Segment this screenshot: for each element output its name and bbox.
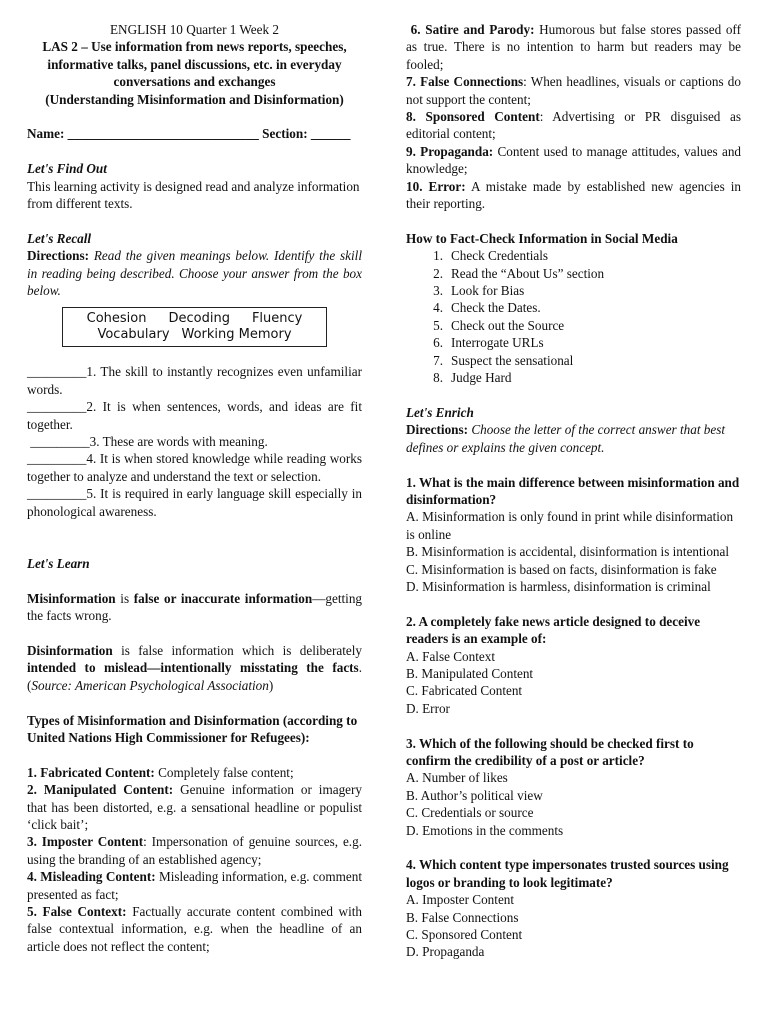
type-text: : When headlines, visuals or captions do not support the content; (406, 74, 741, 107)
recall-item-text: It is when stored knowledge while reading works together to analyze and understand the text or selection. (27, 451, 362, 484)
fact-check-heading: How to Fact-Check Information in Social Media (406, 230, 678, 246)
question-block (406, 474, 741, 596)
word-choice: Decoding (168, 311, 230, 327)
list-item: 2. Read the “About Us” section (433, 265, 605, 281)
enrich-directions-label: Directions: (406, 422, 469, 438)
type-text: Content used to manage attitudes, values and knowledge; (406, 143, 742, 177)
source-open: ( (27, 677, 32, 693)
source-citation: Source: American Psychological Association (31, 677, 269, 693)
recall-item (27, 450, 362, 485)
type-text: Factually accurate content combined with false contextual information, e.g. when the headline of an article does not reflect the content; (27, 903, 362, 954)
type-label: 3. Imposter Content (27, 834, 144, 850)
question-text: 1. What is the main difference between misinformation and disinformation? (406, 474, 740, 507)
type-label: 7. False Connections (406, 74, 524, 90)
misinformation-is: is (120, 590, 130, 606)
question-block (406, 613, 741, 717)
recall-item-text: These are words with meaning. (102, 434, 268, 450)
list-item: 4. Check the Dates. (433, 300, 541, 316)
type-item (27, 781, 362, 833)
answer-blank[interactable]: _________3. (27, 434, 100, 450)
misinformation-bold: false or inaccurate information (133, 590, 313, 606)
question-block (406, 856, 741, 960)
answer-choice[interactable]: A. False Context (406, 648, 496, 664)
type-text: Completely false content; (158, 764, 294, 780)
answer-choice[interactable]: C. Misinformation is based on facts, disinformation is fake (406, 561, 717, 577)
disinformation-period: . (358, 660, 362, 676)
recall-directions-text: Read the given meanings below. Identify the skill in reading being described. Choose your answer from the box below. (27, 248, 362, 299)
fact-check-list (406, 247, 741, 386)
answer-choice[interactable]: B. Author’s political view (406, 787, 543, 803)
header-line-2: LAS 2 – Use information from news reports, speeches, (42, 39, 347, 55)
type-text: : Impersonation of genuine sources, e.g. using the branding of an established agency; (27, 834, 362, 867)
type-item (406, 21, 741, 73)
answer-blank[interactable]: _________4. (27, 451, 97, 467)
misinformation-definition (27, 590, 362, 625)
type-label: 5. False Context: (27, 903, 127, 919)
recall-directions-label: Directions: (27, 248, 90, 264)
header-line-1: ENGLISH 10 Quarter 1 Week 2 (110, 22, 279, 37)
section-blank[interactable]: ______ (310, 126, 351, 142)
name-section-line (27, 125, 362, 142)
type-item (406, 73, 741, 108)
answer-choice[interactable]: A. Misinformation is only found in print while disinformation is online (406, 509, 734, 542)
question-text: 4. Which content type impersonates trusted sources using logos or branding to look legitimate? (406, 857, 729, 890)
recall-item (27, 433, 362, 450)
answer-blank[interactable]: _________1. (27, 364, 97, 380)
word-choice-box (62, 307, 327, 347)
list-item: 5. Check out the Source (433, 317, 565, 333)
enrich-heading: Let's Enrich (406, 404, 474, 420)
header-line-4: conversations and exchanges (113, 74, 276, 90)
answer-choice[interactable]: C. Sponsored Content (406, 927, 523, 943)
recall-item-text: It is when sentences, words, and ideas are fit together. (27, 399, 362, 432)
type-item (406, 178, 741, 213)
answer-choice[interactable]: B. Misinformation is accidental, disinformation is intentional (406, 544, 730, 560)
type-label: 9. Propaganda: (406, 143, 494, 159)
recall-item-text: The skill to instantly recognizes even unfamiliar words. (27, 364, 363, 397)
answer-choice[interactable]: A. Number of likes (406, 770, 508, 786)
answer-choice[interactable]: D. Propaganda (406, 944, 485, 960)
header-line-5: (Understanding Misinformation and Disinformation) (45, 91, 344, 107)
right-column (406, 21, 741, 961)
recall-item (27, 363, 362, 398)
recall-heading: Let's Recall (27, 230, 92, 246)
type-text: Humorous but false stores passed off as true. There is no intention to harm but readers may be fooled; (406, 22, 741, 72)
type-label: 2. Manipulated Content: (27, 782, 174, 798)
header-line-3: informative talks, panel discussions, etc. in everyday (47, 56, 342, 72)
section-label: Section: (262, 126, 308, 142)
answer-choice[interactable]: C. Credentials or source (406, 805, 534, 821)
list-item: 1. Check Credentials (433, 248, 549, 264)
recall-item (27, 398, 362, 433)
recall-item-text: It is required in early language skill especially in phonological awareness. (27, 486, 363, 519)
recall-directions (27, 247, 362, 299)
name-blank[interactable]: _____________________________ (67, 126, 259, 142)
word-choice: Vocabulary (97, 326, 170, 342)
answer-choice[interactable]: D. Emotions in the comments (406, 822, 564, 838)
answer-choice[interactable]: D. Error (406, 700, 450, 716)
answer-choice[interactable]: B. Manipulated Content (406, 665, 534, 681)
type-item (27, 868, 362, 903)
answer-choice[interactable]: C. Fabricated Content (406, 683, 523, 699)
word-choice: Working Memory (181, 326, 292, 342)
disinformation-mid: is false information which is deliberately (121, 642, 362, 658)
type-item (27, 833, 362, 868)
worksheet-header (27, 21, 362, 108)
type-item (406, 108, 741, 143)
types-heading: Types of Misinformation and Disinformation (according to United Nations High Commissioner for Refugees): (27, 712, 358, 745)
misinformation-term: Misinformation (27, 590, 116, 606)
type-text: : Advertising or PR disguised as editorial content; (406, 109, 742, 142)
type-label: 6. Satire and Parody: (406, 22, 535, 37)
type-text: A mistake made by established new agencies in their reporting. (406, 178, 742, 212)
learn-heading: Let's Learn (27, 555, 90, 571)
answer-blank[interactable]: _________5. (27, 486, 97, 502)
find-out-text: This learning activity is designed read and analyze information from different texts. (27, 178, 360, 212)
recall-item (27, 485, 362, 520)
misinformation-rest: —getting the facts wrong. (27, 590, 363, 624)
enrich-directions (406, 421, 741, 456)
type-item (27, 764, 362, 781)
disinformation-term: Disinformation (27, 642, 113, 658)
answer-blank[interactable]: _________2. (27, 399, 97, 415)
type-item (27, 903, 362, 955)
type-item (406, 143, 741, 178)
type-label: 10. Error: (406, 178, 466, 194)
answer-choice[interactable]: D. Misinformation is harmless, disinformation is criminal (406, 578, 711, 594)
list-item: 6. Interrogate URLs (433, 335, 544, 351)
disinformation-definition (27, 642, 362, 694)
type-label: 1. Fabricated Content: (27, 764, 155, 780)
answer-choice[interactable]: B. False Connections (406, 909, 519, 925)
find-out-heading: Let's Find Out (27, 161, 107, 177)
word-choice: Fluency (251, 311, 303, 327)
left-column (27, 21, 362, 955)
type-label: 8. Sponsored Content (406, 109, 540, 125)
source-close: ) (268, 677, 274, 693)
list-item: 3. Look for Bias (433, 283, 525, 299)
question-block (406, 735, 741, 839)
disinformation-bold: intended to mislead—intentionally misstating the facts (27, 660, 359, 676)
type-text: Genuine information or imagery that has been distorted, e.g. a sensational headline or populist ‘click bait’; (27, 782, 362, 832)
type-text: Misleading information, e.g. comment presented as fact; (27, 869, 363, 902)
name-label: Name: (27, 126, 65, 142)
list-item: 7. Suspect the sensational (433, 352, 574, 368)
answer-choice[interactable]: A. Imposter Content (406, 892, 515, 908)
enrich-directions-text: Choose the letter of the correct answer that best defines or explains the given concept. (406, 422, 726, 455)
list-item: 8. Judge Hard (433, 370, 512, 386)
word-choice: Cohesion (86, 311, 147, 327)
question-text: 3. Which of the following should be checked first to confirm the credibility of a post or article? (406, 735, 694, 768)
type-label: 4. Misleading Content: (27, 869, 156, 885)
question-text: 2. A completely fake news article designed to deceive readers is an example of: (406, 613, 701, 647)
